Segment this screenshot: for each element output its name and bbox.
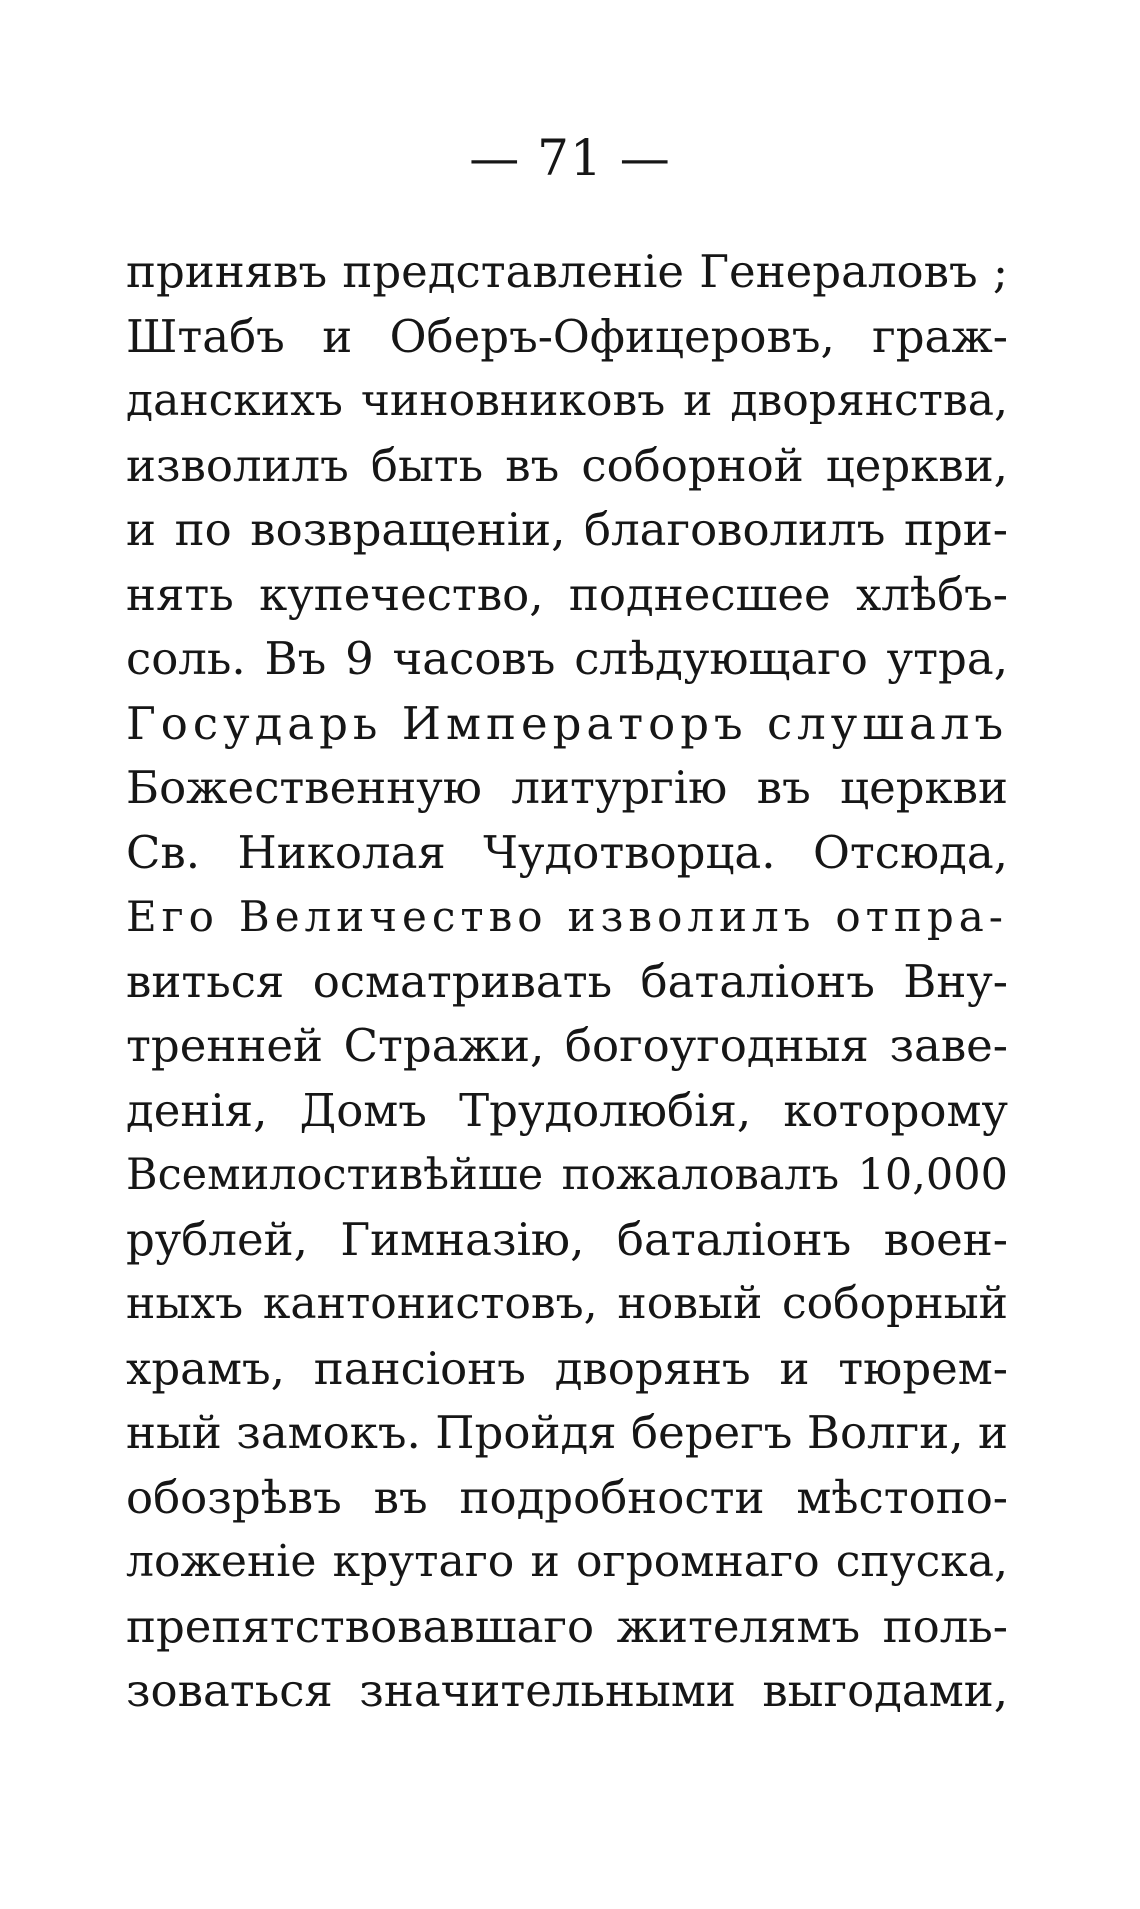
text-line: Государь Императоръ слушалъ	[126, 696, 1009, 750]
text-line: препятствовавшаго жителямъ поль-	[126, 1599, 1008, 1653]
text-line: рублей, Гимназію, баталіонъ воен-	[126, 1212, 1008, 1266]
text-line: соль. Въ 9 часовъ слѣдующаго утра,	[126, 632, 1008, 685]
body-text	[126, 240, 1008, 1724]
text-line: Всемилостивѣйше пожаловалъ 10,000	[126, 1150, 1008, 1200]
text-line: и по возвращеніи, благоволилъ при-	[126, 503, 1008, 556]
text-line: ныхъ кантонистовъ, новый соборный	[126, 1278, 1008, 1329]
text-line: нять купечество, поднесшее хлѣбъ-	[126, 567, 1008, 621]
text-line: Его Величество изволилъ отпра-	[126, 892, 1008, 941]
text-line: денія, Домъ Трудолюбія, которому	[126, 1083, 1008, 1137]
text-line: храмъ, пансіонъ дворянъ и тюрем-	[126, 1341, 1008, 1395]
text-line: Св. Николая Чудотворца. Отсюда,	[126, 825, 1008, 879]
text-line: Штабъ и Оберъ-Офицеровъ, граж-	[126, 309, 1008, 363]
text-line: изволилъ быть въ соборной церкви,	[126, 438, 1008, 492]
text-line: данскихъ чиновниковъ и дворянства,	[126, 375, 1008, 426]
text-line: принявъ представленіе Генераловъ ;	[126, 245, 1008, 298]
text-line: зоваться значительными выгодами,	[126, 1664, 1008, 1717]
text-line: ложеніе крутаго и огромнаго спуска,	[126, 1536, 1008, 1587]
page-number: — 71 —	[469, 129, 671, 187]
text-line: Божественную литургію въ церкви	[126, 761, 1008, 814]
text-line: обозрѣвъ въ подробности мѣстопо-	[126, 1470, 1008, 1524]
text-line: виться осматривать баталіонъ Вну-	[126, 954, 1008, 1008]
text-line: тренней Стражи, богоугодныя заве-	[126, 1019, 1008, 1072]
text-line: ный замокъ. Пройдя берегъ Волги, и	[126, 1406, 1008, 1459]
